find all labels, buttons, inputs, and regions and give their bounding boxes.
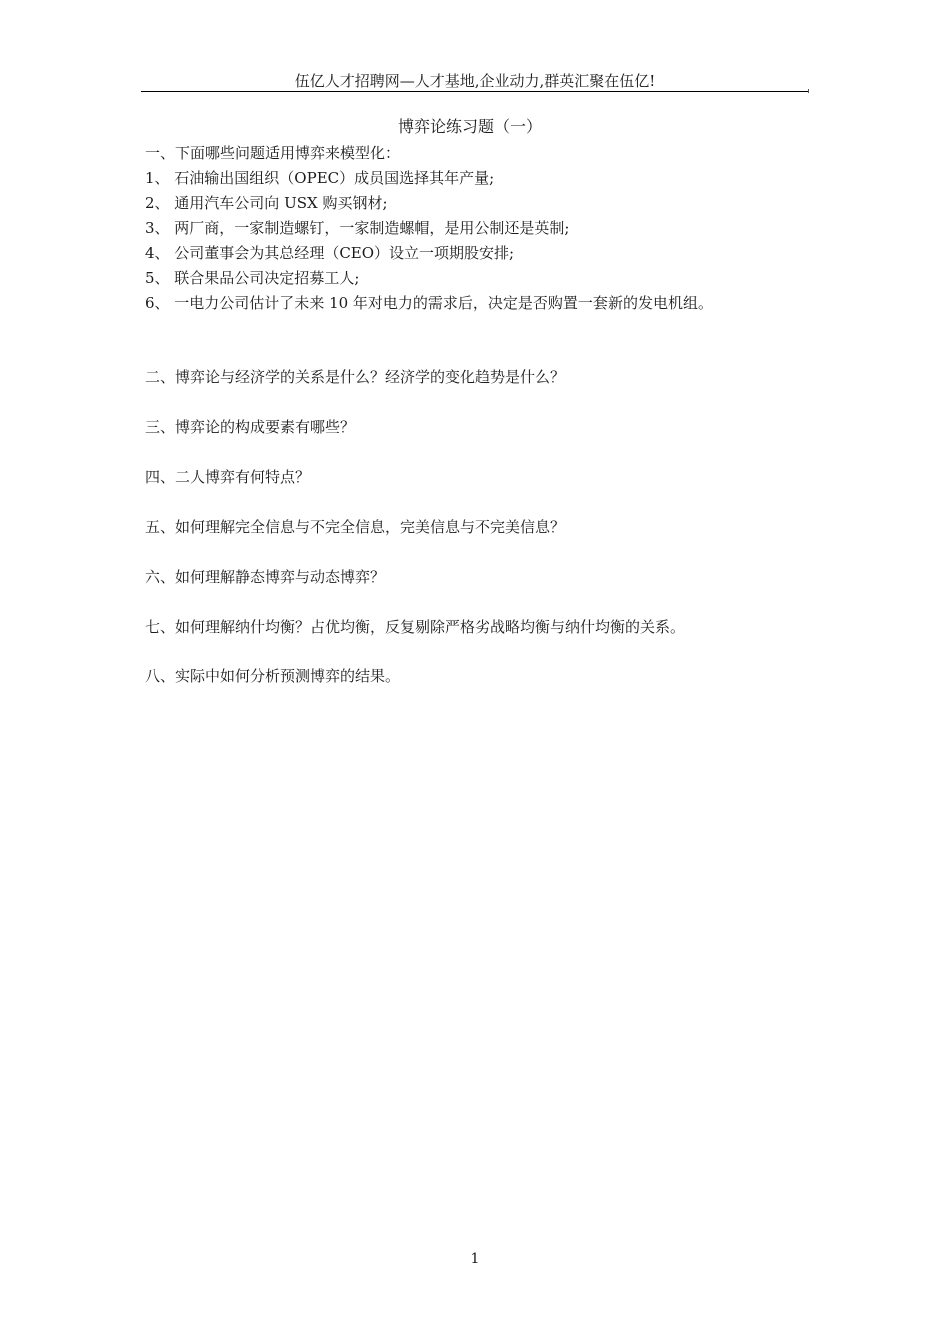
question-4: 四、二人博弈有何特点？ [145,468,311,486]
question-7: 七、如何理解纳什均衡？占优均衡，反复剔除严格劣战略均衡与纳什均衡的关系。 [145,618,686,636]
question-6: 六、如何理解静态博弈与动态博弈？ [145,568,386,586]
question-5: 五、如何理解完全信息与不完全信息，完美信息与不完美信息？ [145,518,566,536]
section-1-heading: 一、下面哪些问题适用博弈来模型化： [145,144,401,162]
question-2: 二、博弈论与经济学的关系是什么？经济学的变化趋势是什么？ [145,368,566,386]
header-rule-tick [808,89,809,93]
list-item: 3、 两厂商，一家制造螺钉，一家制造螺帽，是用公制还是英制; [145,219,570,237]
list-item: 5、 联合果品公司决定招募工人; [145,269,360,287]
list-item: 1、 石油输出国组织（OPEC）成员国选择其年产量; [145,169,495,187]
header-rule [141,91,808,92]
page-number: 1 [470,1251,480,1267]
document-title: 博弈论练习题（一） [397,117,542,136]
question-8: 八、实际中如何分析预测博弈的结果。 [145,667,401,685]
list-item: 4、 公司董事会为其总经理（CEO）设立一项期股安排; [145,244,515,262]
list-item: 2、 通用汽车公司向 USX 购买钢材; [145,194,388,212]
list-item: 6、 一电力公司估计了未来 10 年对电力的需求后，决定是否购置一套新的发电机组。 [145,294,713,312]
question-3: 三、博弈论的构成要素有哪些？ [145,418,356,436]
page-header: 伍亿人才招聘网—人才基地,企业动力,群英汇聚在伍亿! [294,72,656,90]
